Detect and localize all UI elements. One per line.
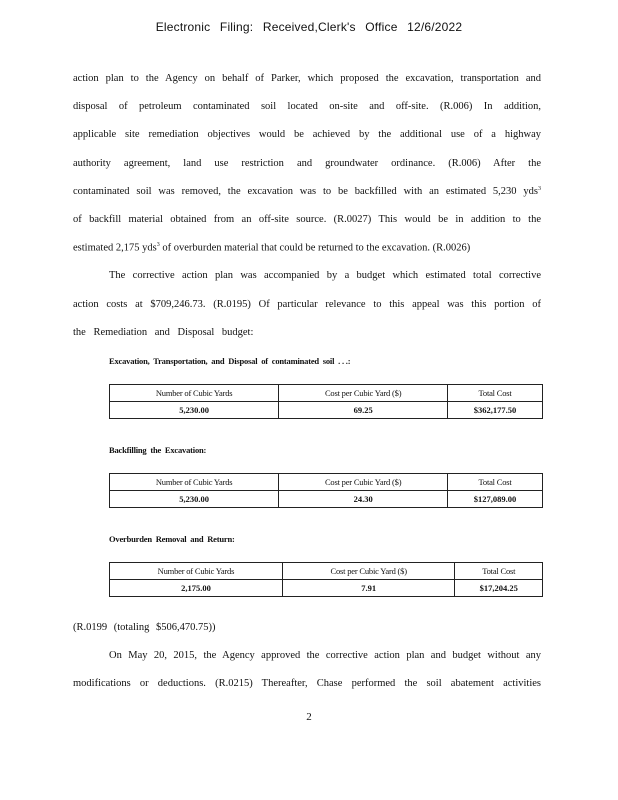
- col-header-total: Total Cost: [448, 474, 543, 491]
- cell-cost: 7.91: [282, 580, 455, 597]
- section-label-excavation: Excavation, Transportation, and Disposal of contaminated soil . . .:: [109, 356, 351, 366]
- para1-line-7-start: estimated 2,175 yds: [73, 242, 157, 254]
- para1-line-5-text: contaminated soil was removed, the excavation was to be backfilled with an estimated 5,230 yds: [73, 186, 538, 197]
- col-header-cost: Cost per Cubic Yard ($): [279, 385, 448, 402]
- para1-line-2: disposal of petroleum contaminated soil located on-site and off-site. (R.006) In addition,: [73, 101, 541, 112]
- cell-cost: 24.30: [279, 491, 448, 508]
- col-header-cost: Cost per Cubic Yard ($): [282, 563, 455, 580]
- cost-table-backfilling: [109, 473, 543, 508]
- para1-line-7-end: of overburden material that could be returned to the excavation. (R.0026): [159, 242, 471, 254]
- para2-line-2: action costs at $709,246.73. (R.0195) Of particular relevance to this appeal was this portion of: [73, 299, 541, 310]
- para1-line-3: applicable site remediation objectives would be achieved by the additional use of a highway: [73, 129, 541, 140]
- cost-table-overburden: [109, 562, 543, 597]
- col-header-number: Number of Cubic Yards: [110, 563, 283, 580]
- col-header-number: Number of Cubic Yards: [110, 474, 279, 491]
- superscript-cubed: 3: [156, 242, 160, 248]
- cell-number: 5,230.00: [110, 402, 279, 419]
- cell-total: $362,177.50: [448, 402, 543, 419]
- para2-line-3: the Remediation and Disposal budget:: [73, 327, 254, 338]
- col-header-total: Total Cost: [455, 563, 543, 580]
- para1-line-6: of backfill material obtained from an off-site source. (R.0027) This would be in addition to the: [73, 214, 541, 225]
- cell-cost: 69.25: [279, 402, 448, 419]
- cell-number: 5,230.00: [110, 491, 279, 508]
- cell-number: 2,175.00: [110, 580, 283, 597]
- para3-line-1: On May 20, 2015, the Agency approved the corrective action plan and budget without any: [109, 650, 541, 661]
- section-label-overburden: Overburden Removal and Return:: [109, 534, 235, 544]
- para2-line-1: The corrective action plan was accompanied by a budget which estimated total corrective: [109, 270, 541, 281]
- total-line: (R.0199 (totaling $506,470.75)): [73, 622, 216, 633]
- para1-line-1: action plan to the Agency on behalf of Parker, which proposed the excavation, transportation and: [73, 73, 541, 84]
- para3-line-2: modifications or deductions. (R.0215) Thereafter, Chase performed the soil abatement activities: [73, 678, 541, 689]
- superscript-cubed: 3: [538, 186, 541, 192]
- cost-table-excavation: [109, 384, 543, 419]
- para1-line-7: [73, 242, 541, 254]
- col-header-cost: Cost per Cubic Yard ($): [279, 474, 448, 491]
- section-label-backfilling: Backfilling the Excavation:: [109, 445, 207, 455]
- para1-line-5: [73, 186, 541, 197]
- efiling-header: Electronic Filing: Received,Clerk's Office 12/6/2022: [155, 20, 463, 34]
- cell-total: $17,204.25: [455, 580, 543, 597]
- page-number: 2: [306, 711, 312, 723]
- para1-line-4: authority agreement, land use restriction and groundwater ordinance. (R.006) After the: [73, 158, 541, 169]
- cell-total: $127,089.00: [448, 491, 543, 508]
- col-header-number: Number of Cubic Yards: [110, 385, 279, 402]
- col-header-total: Total Cost: [448, 385, 543, 402]
